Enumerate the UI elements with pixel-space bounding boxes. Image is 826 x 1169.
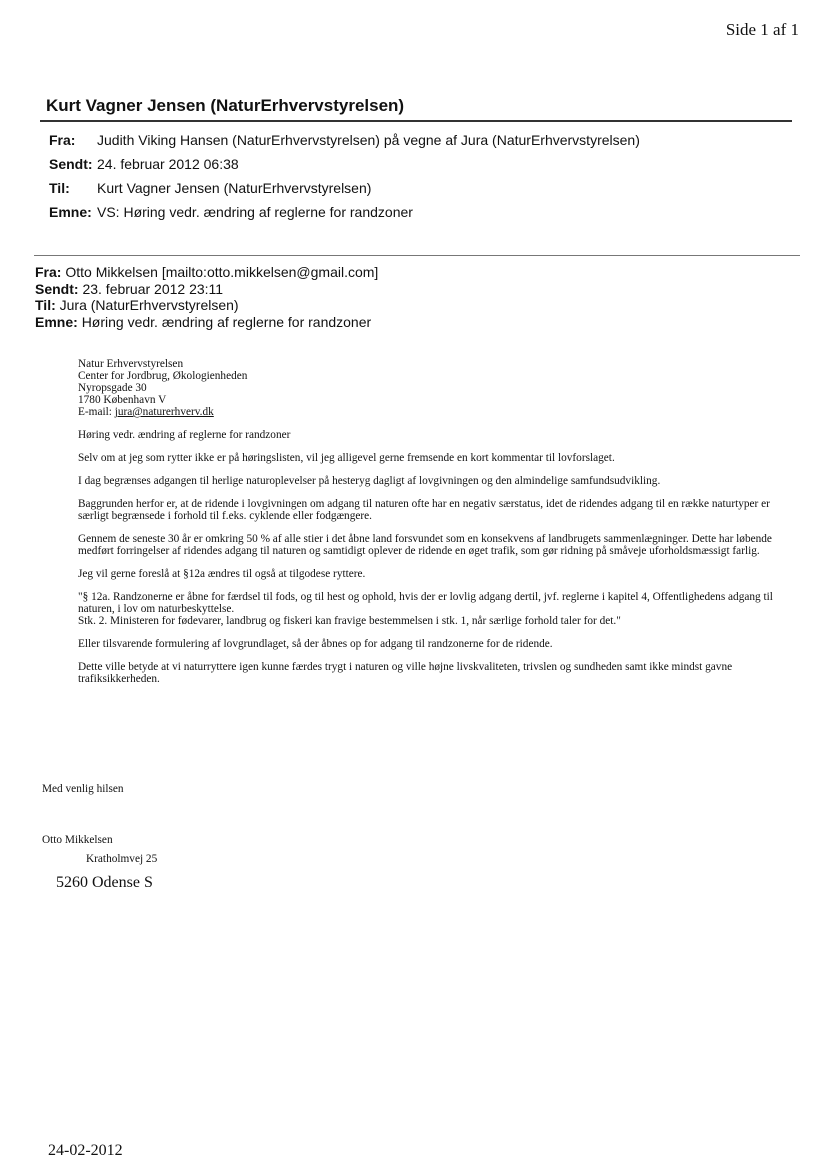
body-paragraph: "§ 12a. Randzonerne er åbne for færdsel til fods, og til hest og ophold, hvis der er lovlig adgang dertil, jvf. reglerne i kapitel 4, Offentlighedens adgang til naturen, i lov om naturbeskyttelse. bbox=[78, 591, 773, 615]
body-paragraph: Jeg vil gerne foreslå at §12a ændres til også at tilgodese ryttere. bbox=[78, 568, 366, 580]
forward-sent-row bbox=[49, 156, 640, 180]
body-paragraph: Baggrunden herfor er, at de ridende i lovgivningen om adgang til naturen ofte har en negativ særstatus, idet de ridendes adgang til en række naturtyper er særligt begrænsede i forhold til f.eks. cyklende eller fodgængere. bbox=[78, 498, 770, 522]
address-line: Nyropsgade 30 bbox=[78, 382, 147, 394]
body-paragraph: Stk. 2. Ministeren for fødevarer, landbrug og fiskeri kan fravige bestemmelsen i stk. 1, når særlige forhold taler for det." bbox=[78, 615, 621, 627]
forward-to-value: Kurt Vagner Jensen (NaturErhvervstyrelsen) bbox=[97, 180, 372, 196]
signature-greeting: Med venlig hilsen bbox=[42, 783, 124, 795]
body-paragraph: Gennem de seneste 30 år er omkring 50 % af alle stier i det åbne land forsvundet som en konsekvens af landbrugets sammenlægninger. Dette har løbende medført forringelser af ridendes adgang til naturen og samtidigt oplever de ridende en øget trafik, som gør ridning på småveje uforholdsmæssigt farlig. bbox=[78, 533, 772, 557]
forward-from-row bbox=[49, 132, 640, 156]
original-header bbox=[35, 264, 378, 330]
body-paragraph: Eller tilsvarende formulering af lovgrundlaget, så der åbnes op for adgang til randzonerne for de ridende. bbox=[78, 638, 553, 650]
forward-subject-label: Emne: bbox=[49, 204, 92, 220]
body-paragraph: Høring vedr. ændring af reglerne for randzoner bbox=[78, 429, 291, 441]
forward-to-label: Til: bbox=[49, 180, 70, 196]
forward-from-value: Judith Viking Hansen (NaturErhvervstyrelsen) på vegne af Jura (NaturErhvervstyrelsen) bbox=[97, 132, 640, 148]
original-sent-row bbox=[35, 281, 378, 298]
address-line: 1780 København V bbox=[78, 394, 167, 406]
original-to-label: Til: bbox=[35, 297, 56, 313]
signature-name: Otto Mikkelsen bbox=[42, 834, 113, 846]
original-to-row bbox=[35, 297, 378, 314]
footer-date: 24-02-2012 bbox=[48, 1142, 123, 1159]
original-subject-label: Emne: bbox=[35, 313, 78, 330]
address-line: Center for Jordbrug, Økologienheden bbox=[78, 370, 248, 382]
forward-sent-value: 24. februar 2012 06:38 bbox=[97, 156, 239, 172]
signature-city: 5260 Odense S bbox=[56, 874, 153, 891]
address-email-line bbox=[78, 406, 778, 418]
email-prefix: E-mail: bbox=[78, 406, 115, 418]
forward-sent-label: Sendt: bbox=[49, 156, 93, 172]
forward-to-row bbox=[49, 180, 640, 204]
original-sent-value: 23. februar 2012 23:11 bbox=[82, 280, 224, 297]
forward-from-label: Fra: bbox=[49, 132, 76, 148]
address-line: Natur Erhvervstyrelsen bbox=[78, 358, 184, 370]
letter-body bbox=[78, 358, 778, 685]
original-message-divider bbox=[34, 255, 800, 256]
email-link[interactable]: jura@naturerhverv.dk bbox=[114, 406, 214, 418]
forward-subject-value: VS: Høring vedr. ændring af reglerne for randzoner bbox=[97, 204, 413, 220]
forward-subject-row bbox=[49, 204, 640, 228]
original-from-label: Fra: bbox=[35, 264, 62, 280]
page-number: Side 1 af 1 bbox=[725, 20, 799, 39]
page-title: Kurt Vagner Jensen (NaturErhvervstyrelsen) bbox=[46, 96, 405, 115]
header-divider bbox=[40, 120, 792, 122]
forward-header bbox=[49, 132, 640, 228]
body-paragraph: Selv om at jeg som rytter ikke er på høringslisten, vil jeg alligevel gerne fremsende en kort kommentar til lovforslaget. bbox=[78, 452, 615, 464]
signature-street: Kratholmvej 25 bbox=[86, 853, 158, 865]
original-subject-value: Høring vedr. ændring af reglerne for randzoner bbox=[81, 313, 372, 330]
original-to-value: Jura (NaturErhvervstyrelsen) bbox=[59, 297, 239, 313]
original-from-value: Otto Mikkelsen [mailto:otto.mikkelsen@gmail.com] bbox=[65, 264, 379, 280]
original-sent-label: Sendt: bbox=[35, 280, 79, 297]
original-subject-row bbox=[35, 314, 378, 331]
body-paragraph: Dette ville betyde at vi naturryttere igen kunne færdes trygt i naturen og ville højne livskvaliteten, trivslen og sundheden samt ikke mindst gavne trafiksikkerheden. bbox=[78, 661, 733, 685]
original-from-row bbox=[35, 264, 378, 281]
body-paragraph: I dag begrænses adgangen til herlige naturoplevelser på hesteryg dagligt af lovgivningen og den almindelige samfundsudvikling. bbox=[78, 475, 661, 487]
